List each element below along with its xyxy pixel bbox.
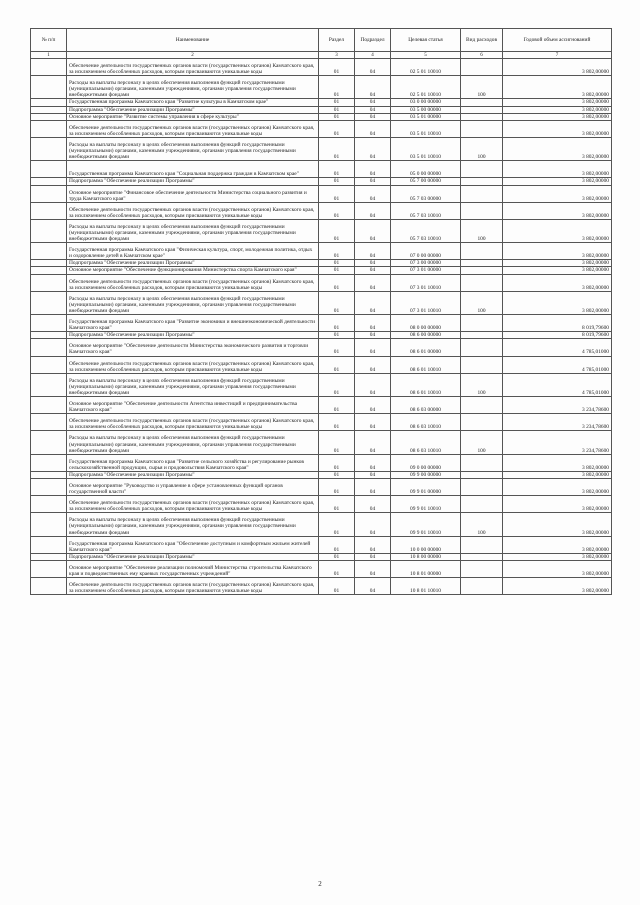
row-summa-cell: 3 802,00000 (503, 478, 612, 495)
row-razdel-cell: 01 (319, 274, 355, 291)
row-name-cell: Подпрограмма "Обеспечение реализации Программы" (67, 106, 319, 113)
row-summa-cell: 3 802,00000 (503, 202, 612, 219)
row-name-cell: Расходы на выплаты персоналу в целях обеспечения выполнения функций государственными (муниципальными) органами, казенными учреждениями, органами управления государственными внебюджетными фондами (67, 76, 319, 99)
row-name-cell: Обеспечение деятельности государственных органов власти (государственных органов) Камчатского края, за исключением обособленных расходов, которым присваиваются уникальные коды (67, 578, 319, 595)
row-statya-cell: 02 5 01 10010 (391, 76, 461, 99)
row-razdel-cell: 01 (319, 578, 355, 595)
row-number-cell (31, 578, 67, 595)
row-summa-cell: 3 802,00000 (503, 106, 612, 113)
row-razdel-cell: 01 (319, 137, 355, 160)
row-name-cell: Обеспечение деятельности государственных органов власти (государственных органов) Камчатского края, за исключением обособленных расходов, которым присваиваются уникальные коды (67, 496, 319, 513)
row-statya-cell: 09 9 01 10010 (391, 513, 461, 536)
row-vid-cell (461, 332, 503, 339)
row-number-cell (31, 185, 67, 202)
row-razdel-cell: 01 (319, 113, 355, 120)
row-podrazdel-cell: 04 (355, 219, 391, 242)
row-summa-cell: 3 234,78600 (503, 397, 612, 414)
row-summa-cell: 3 234,78600 (503, 431, 612, 454)
row-number-cell (31, 178, 67, 185)
table-row (31, 332, 612, 339)
row-name-cell: Расходы на выплаты персоналу в целях обеспечения выполнения функций государственными (муниципальными) органами, казенными учреждениями, органами управления государственными внебюджетными фондами (67, 219, 319, 242)
row-razdel-cell: 01 (319, 219, 355, 242)
column-number: 5 (391, 52, 461, 59)
row-statya-cell: 03 5 01 10010 (391, 120, 461, 137)
row-statya-cell: 09 9 01 00000 (391, 478, 461, 495)
row-razdel-cell: 01 (319, 431, 355, 454)
row-podrazdel-cell: 04 (355, 513, 391, 536)
table-row (31, 161, 612, 178)
budget-table (30, 28, 612, 595)
table-row (31, 356, 612, 373)
row-podrazdel-cell: 04 (355, 274, 391, 291)
row-summa-cell: 3 802,00000 (503, 291, 612, 314)
row-vid-cell (461, 267, 503, 274)
row-name-cell: Основное мероприятие "Руководство и управление в сфере установленных функций органов государственной власти" (67, 478, 319, 495)
row-number-cell (31, 373, 67, 396)
column-number: 3 (319, 52, 355, 59)
row-statya-cell: 05 7 03 10010 (391, 219, 461, 242)
row-razdel-cell: 01 (319, 260, 355, 267)
row-statya-cell: 03 5 01 00000 (391, 113, 461, 120)
row-vid-cell (461, 99, 503, 106)
row-number-cell (31, 315, 67, 332)
row-vid-cell (461, 454, 503, 471)
column-number-row (31, 52, 612, 59)
row-name-cell: Основное мероприятие "Обеспечение реализации полномочий Министерства строительства Камчатского края и подведомственных ему краевых государственных учреждений" (67, 560, 319, 577)
column-number: 2 (67, 52, 319, 59)
table-row (31, 120, 612, 137)
row-vid-cell: 100 (461, 219, 503, 242)
row-razdel-cell: 01 (319, 161, 355, 178)
row-summa-cell: 3 802,00000 (503, 178, 612, 185)
row-podrazdel-cell: 04 (355, 536, 391, 553)
row-razdel-cell: 01 (319, 553, 355, 560)
row-summa-cell: 4 785,01000 (503, 339, 612, 356)
row-razdel-cell: 01 (319, 59, 355, 76)
row-name-cell: Подпрограмма "Обеспечение реализации Программы" (67, 332, 319, 339)
row-statya-cell: 07 3 01 10010 (391, 291, 461, 314)
row-summa-cell: 3 802,00000 (503, 161, 612, 178)
row-podrazdel-cell: 04 (355, 315, 391, 332)
row-razdel-cell: 01 (319, 478, 355, 495)
row-vid-cell (461, 274, 503, 291)
header-razdel: Раздел (319, 29, 355, 52)
row-podrazdel-cell: 04 (355, 161, 391, 178)
row-number-cell (31, 496, 67, 513)
row-number-cell (31, 356, 67, 373)
row-razdel-cell: 01 (319, 373, 355, 396)
row-number-cell (31, 513, 67, 536)
row-podrazdel-cell: 04 (355, 339, 391, 356)
row-podrazdel-cell: 04 (355, 578, 391, 595)
row-podrazdel-cell: 04 (355, 454, 391, 471)
header-name: Наименование (67, 29, 319, 52)
row-razdel-cell: 01 (319, 99, 355, 106)
row-number-cell (31, 113, 67, 120)
row-podrazdel-cell: 04 (355, 76, 391, 99)
row-vid-cell (461, 185, 503, 202)
row-podrazdel-cell: 04 (355, 137, 391, 160)
header-podrazdel: Подраздел (355, 29, 391, 52)
row-name-cell: Основное мероприятие "Развитие системы управления в сфере культуры" (67, 113, 319, 120)
row-number-cell (31, 274, 67, 291)
row-podrazdel-cell: 04 (355, 59, 391, 76)
row-summa-cell: 3 802,00000 (503, 59, 612, 76)
header-number: № п/п (31, 29, 67, 52)
row-razdel-cell: 01 (319, 536, 355, 553)
row-number-cell (31, 120, 67, 137)
table-row (31, 99, 612, 106)
row-podrazdel-cell: 04 (355, 397, 391, 414)
row-number-cell (31, 553, 67, 560)
table-row (31, 553, 612, 560)
table-row (31, 471, 612, 478)
table-row (31, 219, 612, 242)
row-vid-cell: 100 (461, 431, 503, 454)
row-statya-cell: 03 5 00 00000 (391, 106, 461, 113)
row-vid-cell (461, 414, 503, 431)
row-statya-cell: 08 6 03 10010 (391, 431, 461, 454)
row-name-cell: Государственная программа Камчатского края "Социальная поддержка граждан в Камчатском крае" (67, 161, 319, 178)
row-podrazdel-cell: 04 (355, 414, 391, 431)
table-row (31, 513, 612, 536)
row-vid-cell (461, 339, 503, 356)
row-number-cell (31, 161, 67, 178)
row-statya-cell: 09 9 00 00000 (391, 471, 461, 478)
row-statya-cell: 08 0 00 00000 (391, 315, 461, 332)
table-row (31, 315, 612, 332)
row-podrazdel-cell: 04 (355, 260, 391, 267)
row-podrazdel-cell: 04 (355, 356, 391, 373)
row-statya-cell: 10 8 01 10010 (391, 578, 461, 595)
column-number: 4 (355, 52, 391, 59)
row-vid-cell (461, 478, 503, 495)
table-row (31, 291, 612, 314)
table-body (31, 59, 612, 595)
row-summa-cell: 3 802,00000 (503, 560, 612, 577)
row-summa-cell: 3 802,00000 (503, 260, 612, 267)
row-razdel-cell: 01 (319, 202, 355, 219)
row-summa-cell: 8 019,79600 (503, 332, 612, 339)
row-summa-cell: 3 802,00000 (503, 536, 612, 553)
table-row (31, 76, 612, 99)
row-razdel-cell: 01 (319, 106, 355, 113)
table-row (31, 202, 612, 219)
row-podrazdel-cell: 04 (355, 120, 391, 137)
row-summa-cell: 4 785,01000 (503, 373, 612, 396)
row-podrazdel-cell: 04 (355, 496, 391, 513)
header-vid: Вид расходов (461, 29, 503, 52)
row-podrazdel-cell: 04 (355, 431, 391, 454)
row-summa-cell: 3 802,00000 (503, 553, 612, 560)
row-name-cell: Основное мероприятие "Обеспечение функционирования Министерства спорта Камчатского края" (67, 267, 319, 274)
row-summa-cell: 8 019,79600 (503, 315, 612, 332)
header-statya: Целевая статья (391, 29, 461, 52)
table-row (31, 339, 612, 356)
row-statya-cell: 07 3 00 00000 (391, 260, 461, 267)
row-razdel-cell: 01 (319, 120, 355, 137)
row-summa-cell: 3 802,00000 (503, 120, 612, 137)
row-number-cell (31, 471, 67, 478)
row-razdel-cell: 01 (319, 267, 355, 274)
row-podrazdel-cell: 04 (355, 471, 391, 478)
row-number-cell (31, 454, 67, 471)
row-number-cell (31, 260, 67, 267)
row-statya-cell: 10 8 01 00000 (391, 560, 461, 577)
row-name-cell: Расходы на выплаты персоналу в целях обеспечения выполнения функций государственными (муниципальными) органами, казенными учреждениями, органами управления государственными внебюджетными фондами (67, 291, 319, 314)
row-vid-cell (461, 471, 503, 478)
row-name-cell: Государственная программа Камчатского края "Развитие культуры в Камчатском крае" (67, 99, 319, 106)
table-row (31, 113, 612, 120)
row-statya-cell: 02 5 01 10010 (391, 59, 461, 76)
column-number: 1 (31, 52, 67, 59)
row-razdel-cell: 01 (319, 178, 355, 185)
row-vid-cell: 100 (461, 513, 503, 536)
row-number-cell (31, 560, 67, 577)
row-number-cell (31, 431, 67, 454)
row-statya-cell: 10 0 00 00000 (391, 536, 461, 553)
row-statya-cell: 03 5 01 10010 (391, 137, 461, 160)
row-podrazdel-cell: 04 (355, 185, 391, 202)
row-number-cell (31, 414, 67, 431)
row-vid-cell (461, 260, 503, 267)
row-summa-cell: 3 802,00000 (503, 113, 612, 120)
row-statya-cell: 05 7 03 00000 (391, 185, 461, 202)
row-vid-cell (461, 113, 503, 120)
row-vid-cell: 100 (461, 291, 503, 314)
table-row (31, 243, 612, 260)
row-vid-cell: 100 (461, 137, 503, 160)
row-name-cell: Обеспечение деятельности государственных органов власти (государственных органов) Камчатского края, за исключением обособленных расходов, которым присваиваются уникальные коды (67, 414, 319, 431)
row-podrazdel-cell: 04 (355, 243, 391, 260)
row-summa-cell: 4 785,01000 (503, 356, 612, 373)
row-statya-cell: 07 0 00 00000 (391, 243, 461, 260)
row-summa-cell: 3 802,00000 (503, 76, 612, 99)
row-vid-cell (461, 106, 503, 113)
table-row (31, 496, 612, 513)
row-razdel-cell: 01 (319, 397, 355, 414)
row-name-cell: Государственная программа Камчатского края "Развитие сельского хозяйства и регулирование рынков сельскохозяйственной продукции, сырья и продовольствия Камчатского края" (67, 454, 319, 471)
row-vid-cell (461, 356, 503, 373)
row-razdel-cell: 01 (319, 414, 355, 431)
row-statya-cell: 09 0 00 00000 (391, 454, 461, 471)
table-row (31, 454, 612, 471)
row-statya-cell: 08 6 01 10010 (391, 373, 461, 396)
row-name-cell: Обеспечение деятельности государственных органов власти (государственных органов) Камчатского края, за исключением обособленных расходов, которым присваиваются уникальные коды (67, 274, 319, 291)
table-row (31, 536, 612, 553)
table-row (31, 106, 612, 113)
table-row (31, 560, 612, 577)
row-vid-cell: 100 (461, 76, 503, 99)
row-statya-cell: 08 6 03 00000 (391, 397, 461, 414)
header-summa: Годовой объем ассигнований (503, 29, 612, 52)
row-razdel-cell: 01 (319, 513, 355, 536)
row-number-cell (31, 99, 67, 106)
row-statya-cell: 05 7 03 10010 (391, 202, 461, 219)
row-razdel-cell: 01 (319, 185, 355, 202)
row-statya-cell: 05 0 00 00000 (391, 161, 461, 178)
row-summa-cell: 3 234,78600 (503, 414, 612, 431)
table-row (31, 414, 612, 431)
row-razdel-cell: 01 (319, 315, 355, 332)
row-summa-cell: 3 802,00000 (503, 454, 612, 471)
page-number: 2 (318, 880, 322, 888)
row-name-cell: Подпрограмма "Обеспечение реализации Программы" (67, 260, 319, 267)
row-razdel-cell: 01 (319, 496, 355, 513)
row-name-cell: Государственная программа Камчатского края "Физическая культура, спорт, молодежная политика, отдых и оздоровление детей в Камчатском крае" (67, 243, 319, 260)
row-summa-cell: 3 802,00000 (503, 513, 612, 536)
row-podrazdel-cell: 04 (355, 267, 391, 274)
row-podrazdel-cell: 04 (355, 178, 391, 185)
row-vid-cell (461, 578, 503, 595)
row-number-cell (31, 267, 67, 274)
row-razdel-cell: 01 (319, 454, 355, 471)
row-podrazdel-cell: 04 (355, 373, 391, 396)
row-vid-cell: 100 (461, 373, 503, 396)
row-statya-cell: 08 6 01 10010 (391, 356, 461, 373)
row-statya-cell: 03 0 00 00000 (391, 99, 461, 106)
row-number-cell (31, 59, 67, 76)
row-summa-cell: 3 802,00000 (503, 496, 612, 513)
row-vid-cell (461, 315, 503, 332)
row-number-cell (31, 219, 67, 242)
row-statya-cell: 10 8 00 00000 (391, 553, 461, 560)
row-statya-cell: 05 7 00 00000 (391, 178, 461, 185)
table-row (31, 178, 612, 185)
row-name-cell: Расходы на выплаты персоналу в целях обеспечения выполнения функций государственными (муниципальными) органами, казенными учреждениями, органами управления государственными внебюджетными фондами (67, 373, 319, 396)
row-number-cell (31, 202, 67, 219)
row-summa-cell: 3 802,00000 (503, 219, 612, 242)
row-summa-cell: 3 802,00000 (503, 267, 612, 274)
row-name-cell: Государственная программа Камчатского края "Развитие экономики и внешнеэкономической деятельности Камчатского края" (67, 315, 319, 332)
row-summa-cell: 3 802,00000 (503, 243, 612, 260)
row-number-cell (31, 332, 67, 339)
row-vid-cell (461, 243, 503, 260)
row-name-cell: Основное мероприятие "Обеспечение деятельности Министерства экономического развития и торговли Камчатского края" (67, 339, 319, 356)
row-vid-cell (461, 397, 503, 414)
table-row (31, 267, 612, 274)
row-number-cell (31, 137, 67, 160)
row-name-cell: Подпрограмма "Обеспечение реализации Программы" (67, 553, 319, 560)
table-row (31, 185, 612, 202)
row-vid-cell (461, 161, 503, 178)
row-number-cell (31, 243, 67, 260)
row-number-cell (31, 397, 67, 414)
row-summa-cell: 3 802,00000 (503, 274, 612, 291)
row-razdel-cell: 01 (319, 243, 355, 260)
row-podrazdel-cell: 04 (355, 553, 391, 560)
row-statya-cell: 07 3 01 10010 (391, 274, 461, 291)
row-summa-cell: 3 802,00000 (503, 137, 612, 160)
row-statya-cell: 08 6 00 00000 (391, 332, 461, 339)
row-vid-cell (461, 59, 503, 76)
row-vid-cell (461, 178, 503, 185)
row-vid-cell (461, 536, 503, 553)
row-number-cell (31, 291, 67, 314)
row-razdel-cell: 01 (319, 332, 355, 339)
row-number-cell (31, 478, 67, 495)
row-name-cell: Обеспечение деятельности государственных органов власти (государственных органов) Камчатского края, за исключением обособленных расходов, которым присваиваются уникальные коды (67, 202, 319, 219)
row-summa-cell: 3 802,00000 (503, 471, 612, 478)
row-razdel-cell: 01 (319, 356, 355, 373)
row-name-cell: Расходы на выплаты персоналу в целях обеспечения выполнения функций государственными (муниципальными) органами, казенными учреждениями, органами управления государственными внебюджетными фондами (67, 431, 319, 454)
row-podrazdel-cell: 04 (355, 291, 391, 314)
table-row (31, 431, 612, 454)
row-razdel-cell: 01 (319, 291, 355, 314)
row-name-cell: Подпрограмма "Обеспечение реализации Программы" (67, 471, 319, 478)
table-row (31, 578, 612, 595)
table-row (31, 137, 612, 160)
row-summa-cell: 3 802,00000 (503, 185, 612, 202)
row-vid-cell (461, 496, 503, 513)
row-podrazdel-cell: 04 (355, 560, 391, 577)
row-podrazdel-cell: 04 (355, 478, 391, 495)
row-number-cell (31, 76, 67, 99)
row-statya-cell: 08 6 03 10010 (391, 414, 461, 431)
row-vid-cell (461, 560, 503, 577)
row-statya-cell: 07 3 01 00000 (391, 267, 461, 274)
header-row (31, 29, 612, 52)
table-row (31, 274, 612, 291)
row-name-cell: Основное мероприятие "Финансовое обеспечение деятельности Министерства социального развития и труда Камчатского края" (67, 185, 319, 202)
row-name-cell: Обеспечение деятельности государственных органов власти (государственных органов) Камчатского края, за исключением обособленных расходов, которым присваиваются уникальные коды (67, 356, 319, 373)
row-number-cell (31, 106, 67, 113)
row-razdel-cell: 01 (319, 76, 355, 99)
row-podrazdel-cell: 04 (355, 99, 391, 106)
row-vid-cell (461, 120, 503, 137)
table-row (31, 260, 612, 267)
row-podrazdel-cell: 04 (355, 332, 391, 339)
row-name-cell: Государственная программа Камчатского края "Обеспечение доступным и комфортным жильем жителей Камчатского края" (67, 536, 319, 553)
row-number-cell (31, 339, 67, 356)
row-podrazdel-cell: 04 (355, 113, 391, 120)
row-podrazdel-cell: 04 (355, 106, 391, 113)
table-row (31, 373, 612, 396)
column-number: 6 (461, 52, 503, 59)
row-vid-cell (461, 202, 503, 219)
row-name-cell: Обеспечение деятельности государственных органов власти (государственных органов) Камчатского края, за исключением обособленных расходов, которым присваиваются уникальные коды (67, 59, 319, 76)
column-number: 7 (503, 52, 612, 59)
row-statya-cell: 08 6 01 00000 (391, 339, 461, 356)
row-name-cell: Обеспечение деятельности государственных органов власти (государственных органов) Камчатского края, за исключением обособленных расходов, которым присваиваются уникальные коды (67, 120, 319, 137)
row-podrazdel-cell: 04 (355, 202, 391, 219)
row-razdel-cell: 01 (319, 560, 355, 577)
row-razdel-cell: 01 (319, 339, 355, 356)
row-vid-cell (461, 553, 503, 560)
table-row (31, 59, 612, 76)
row-name-cell: Подпрограмма "Обеспечение реализации Программы" (67, 178, 319, 185)
row-razdel-cell: 01 (319, 471, 355, 478)
table-row (31, 397, 612, 414)
table-row (31, 478, 612, 495)
row-statya-cell: 09 9 01 10010 (391, 496, 461, 513)
row-name-cell: Расходы на выплаты персоналу в целях обеспечения выполнения функций государственными (муниципальными) органами, казенными учреждениями, органами управления государственными внебюджетными фондами (67, 137, 319, 160)
row-name-cell: Основное мероприятие "Обеспечение деятельности Агентства инвестиций и предпринимательства Камчатского края" (67, 397, 319, 414)
row-number-cell (31, 536, 67, 553)
row-summa-cell: 3 802,00000 (503, 578, 612, 595)
row-summa-cell: 3 802,00000 (503, 99, 612, 106)
row-name-cell: Расходы на выплаты персоналу в целях обеспечения выполнения функций государственными (муниципальными) органами, казенными учреждениями, органами управления государственными внебюджетными фондами (67, 513, 319, 536)
